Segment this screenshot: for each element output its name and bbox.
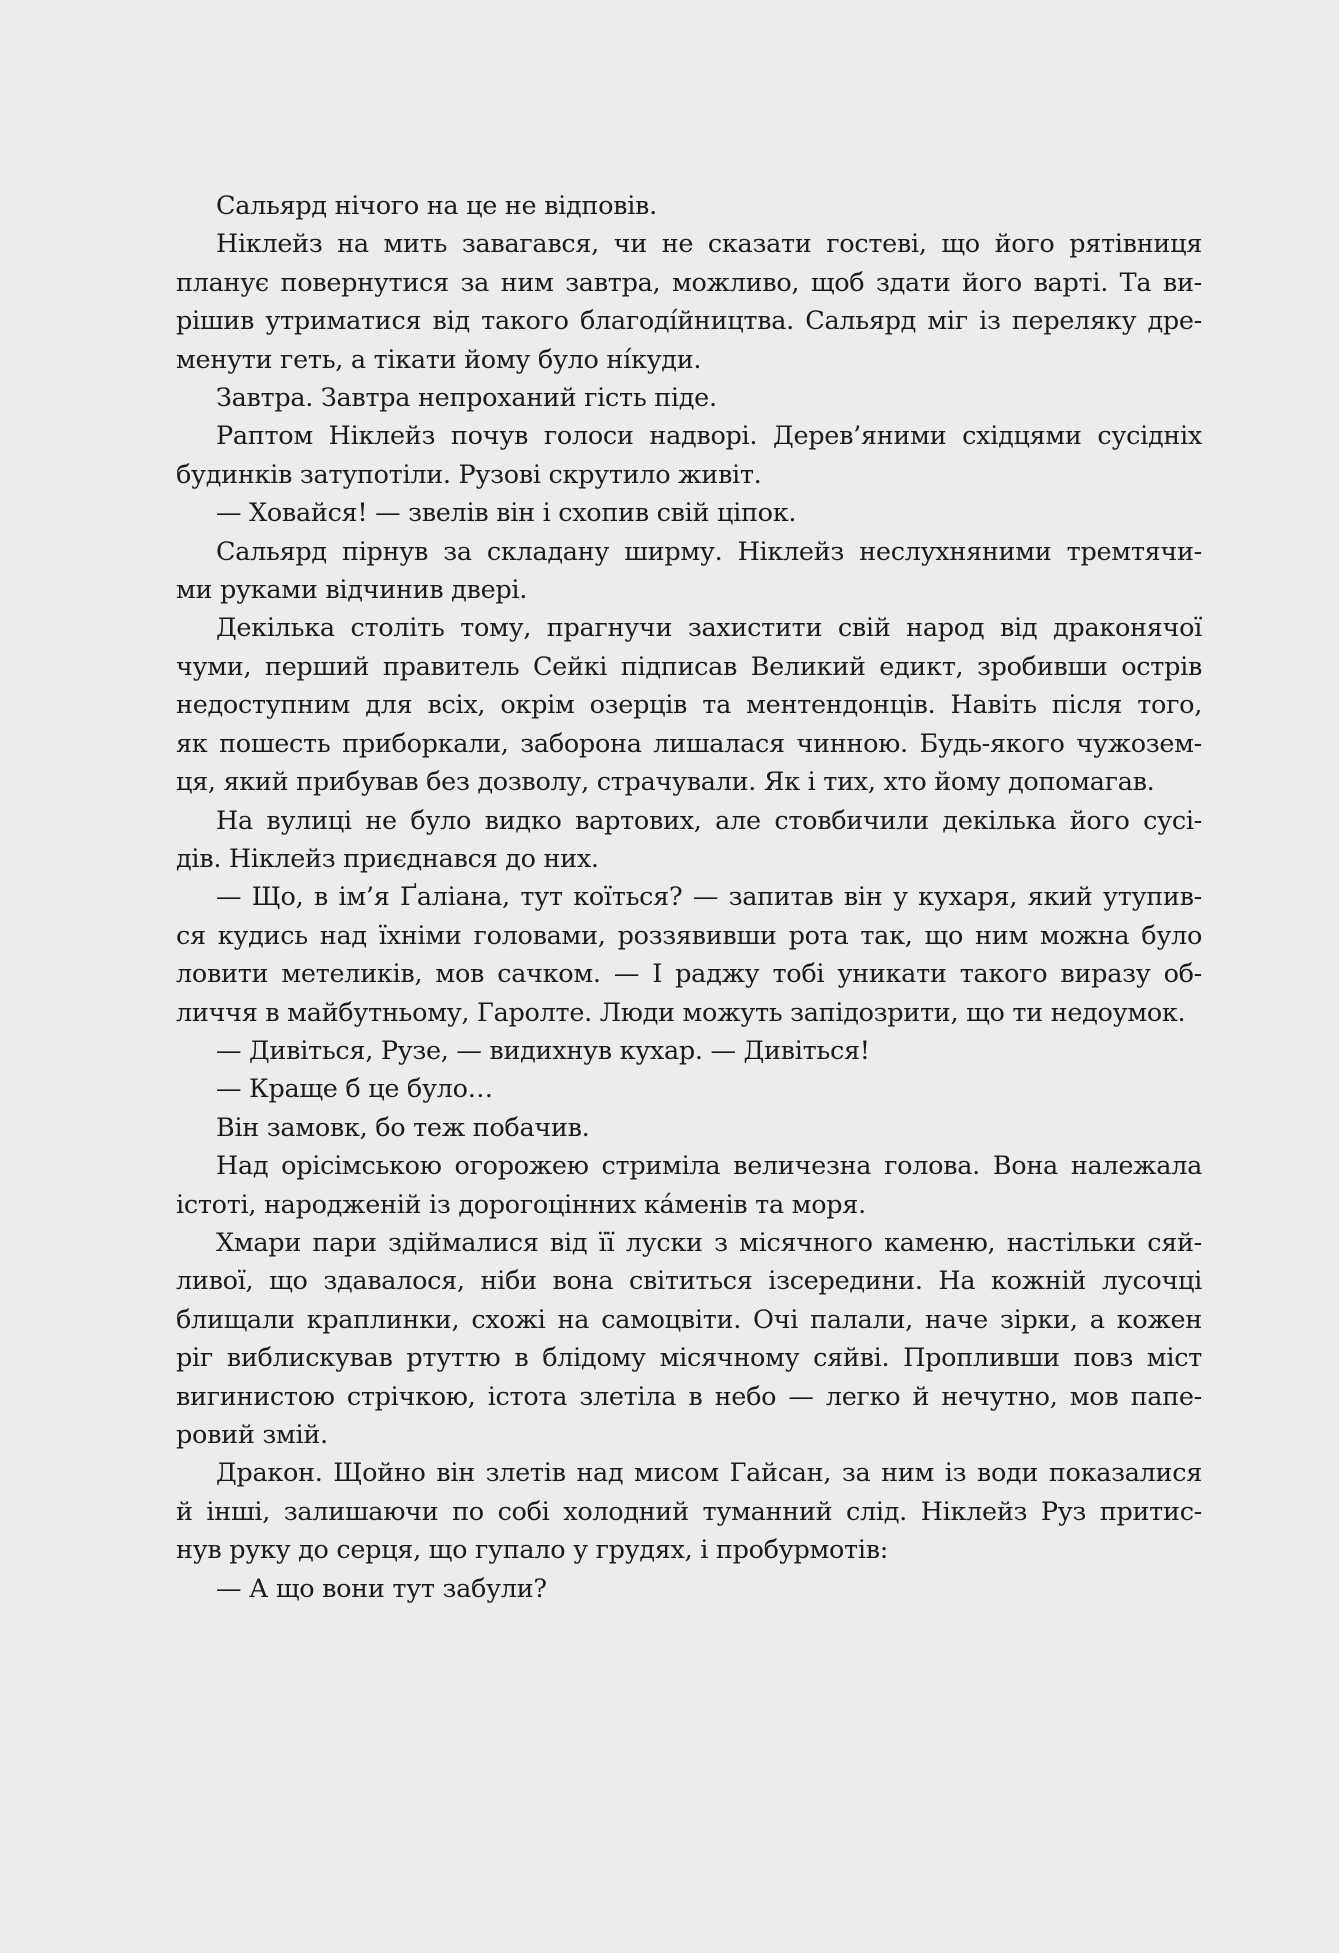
text-line: планує повернутися за ним завтра, можливо, щоб здати його варті. Та ви-	[176, 267, 1202, 298]
text-line: Він замовк, бо теж побачив.	[216, 1112, 590, 1143]
text-line: дів. Ніклейз приєднався до них.	[176, 843, 599, 874]
text-line: ця, який прибував без дозволу, страчували. Як і тих, хто йому допомагав.	[176, 767, 1155, 798]
text-line: ся кудись над їхніми головами, роззявивши рота так, що ним можна було	[176, 920, 1202, 951]
text-line: блищали краплинки, схожі на самоцвіти. Очі палали, наче зірки, а кожен	[176, 1304, 1202, 1335]
text-line: Декілька століть тому, прагнучи захистити свій народ від драконячої	[216, 613, 1202, 644]
text-line: вигинистою стрічкою, істота злетіла в небо — легко й нечутно, мов папе-	[176, 1381, 1202, 1412]
text-line: недоступним для всіх, окрім озерців та ментендонців. Навіть після того,	[176, 690, 1202, 721]
text-line: На вулиці не було видко вартових, але стовбичили декілька його сусі-	[216, 805, 1202, 836]
text-line: Раптом Ніклейз почув голоси надворі. Дерев’яними східцями сусідніх	[216, 421, 1202, 452]
text-line: ливої, що здавалося, ніби вона світиться ізсередини. На кожній лусочці	[176, 1266, 1202, 1297]
text-line: личчя в майбутньому, Гаролте. Люди можуть запідозрити, що ти недоумок.	[176, 997, 1186, 1028]
text-line: ріг виблискував ртуттю в блідому місячному сяйві. Пропливши повз міст	[176, 1343, 1202, 1374]
text-line: будинків затупотіли. Рузові скрутило живіт.	[176, 459, 762, 490]
text-line: й інші, залишаючи по собі холодний туманний слід. Ніклейз Руз притис-	[176, 1496, 1202, 1527]
text-line: — Ховайся! — звелів він і схопив свій ціпок.	[216, 498, 797, 529]
text-line: ми руками відчинив двері.	[176, 575, 528, 606]
text-line: — А що вони тут забули?	[216, 1573, 547, 1604]
text-line: нув руку до серця, що гупало у грудях, і пробурмотів:	[176, 1535, 889, 1566]
text-line: — Краще б це було…	[216, 1074, 493, 1105]
text-line: істоті, народженій із дорогоцінних ка́менів та моря.	[176, 1189, 866, 1220]
text-line: рішив утриматися від такого благоді́йництва. Сальярд міг із переляку дре-	[176, 306, 1202, 337]
text-line: Завтра. Завтра непроханий гість піде.	[216, 383, 717, 414]
text-line: — Дивіться, Рузе, — видихнув кухар. — Дивіться!	[216, 1035, 870, 1066]
text-line: Дракон. Щойно він злетів над мисом Гайсан, за ним із води показалися	[216, 1458, 1202, 1489]
text-line: ловити метеликів, мов сачком. — І раджу тобі уникати такого виразу об-	[176, 959, 1202, 990]
text-line: як пошесть приборкали, заборона лишалася чинною. Будь-якого чужозем-	[176, 728, 1202, 759]
text-line: ровий змій.	[176, 1420, 328, 1450]
text-line: — Що, в ім’я Ґаліана, тут коїться? — запитав він у кухаря, який утупив-	[216, 882, 1202, 913]
text-line: Ніклейз на мить завагався, чи не сказати гостеві, що його рятівниця	[216, 229, 1202, 260]
text-line: Над орісімською огорожею стриміла величезна голова. Вона належала	[216, 1151, 1202, 1182]
text-line: чуми, перший правитель Сейкі підписав Великий едикт, зробивши острів	[176, 651, 1202, 682]
text-line: менути геть, а тікати йому було ні́куди.	[176, 344, 702, 375]
page-text	[176, 187, 1202, 1608]
text-line: Хмари пари здіймалися від її луски з місячного каменю, настільки сяй-	[216, 1227, 1202, 1258]
text-line: Сальярд пірнув за складану ширму. Ніклейз неслухняними тремтячи-	[216, 536, 1202, 567]
text-line: Сальярд нічого на це не відповів.	[216, 191, 657, 221]
